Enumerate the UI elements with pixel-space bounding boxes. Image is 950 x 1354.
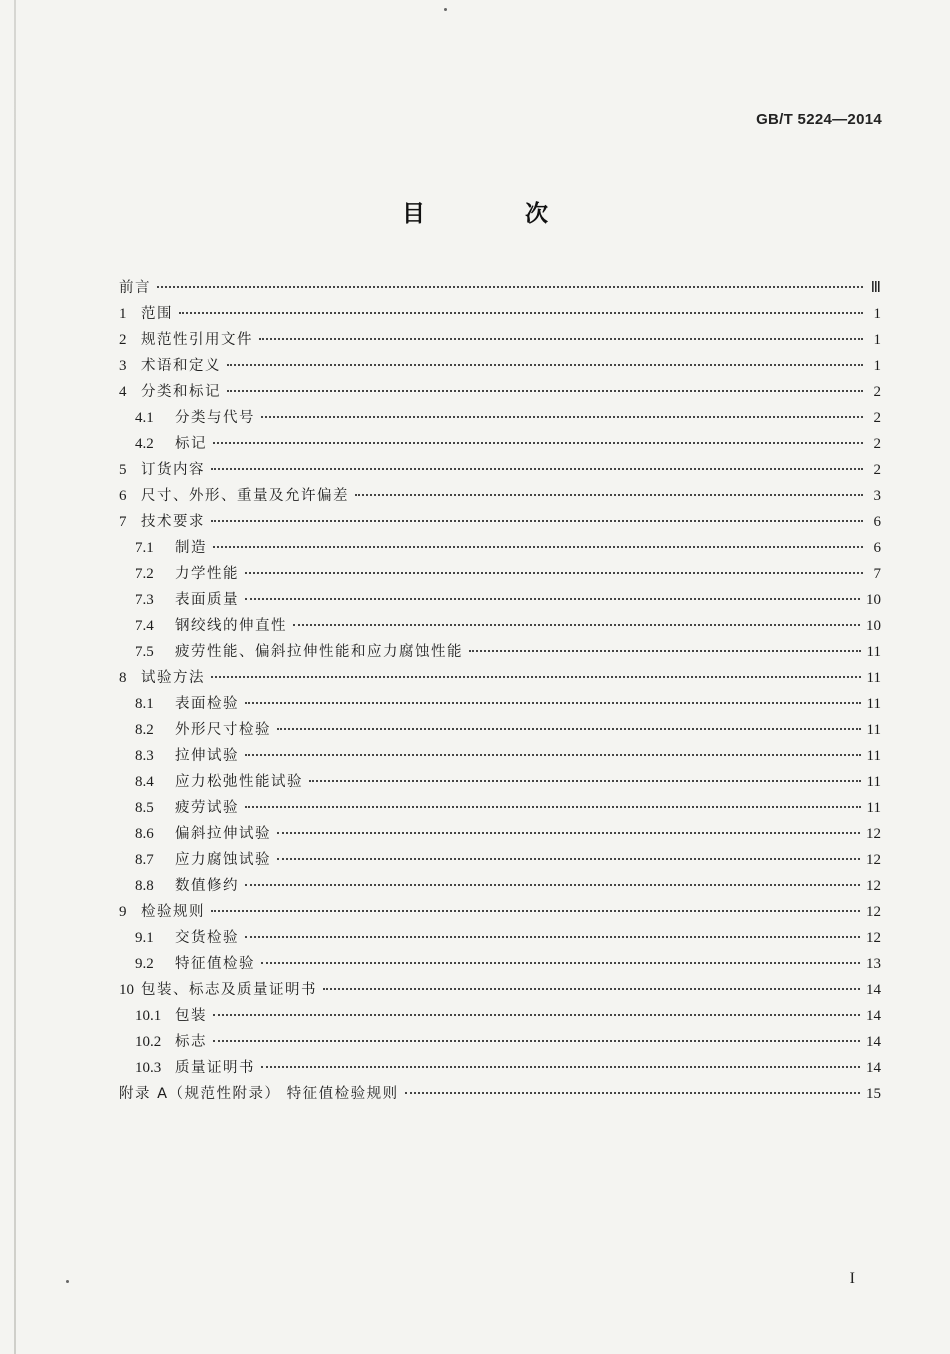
toc-entry-label: 偏斜拉伸试验	[175, 826, 271, 842]
toc-entry-page: 11	[866, 722, 881, 738]
toc-entry-number: 10.1	[135, 1008, 162, 1024]
toc-entry[interactable]	[119, 848, 881, 874]
scan-speck	[66, 1280, 69, 1283]
toc-entry[interactable]	[119, 796, 881, 822]
dot-leader	[211, 468, 863, 470]
dot-leader	[213, 442, 863, 444]
toc-entry[interactable]	[119, 978, 881, 1004]
toc-entry[interactable]	[119, 822, 881, 848]
toc-entry-label: 力学性能	[175, 566, 239, 582]
toc-entry-number: 8.4	[135, 774, 154, 790]
toc-entry-number: 8.6	[135, 826, 154, 842]
toc-entry-label: 拉伸试验	[175, 748, 239, 764]
toc-entry-page: 2	[873, 462, 881, 478]
toc-entry-label: 订货内容	[141, 462, 205, 478]
toc-entry[interactable]	[119, 484, 881, 510]
dot-leader	[245, 884, 860, 886]
toc-entry[interactable]	[119, 588, 881, 614]
toc-entry-label: 规范性引用文件	[141, 332, 253, 348]
toc-entry-label: 表面检验	[175, 696, 239, 712]
toc-entry-label: 质量证明书	[175, 1060, 255, 1076]
toc-entry-page: 6	[873, 540, 881, 556]
toc-entry-label: 标志	[175, 1034, 207, 1050]
dot-leader	[261, 1066, 860, 1068]
toc-entry-label: 表面质量	[175, 592, 239, 608]
toc-entry[interactable]	[119, 1056, 881, 1082]
toc-entry-label: 检验规则	[141, 904, 205, 920]
toc-entry-label: 应力腐蚀试验	[175, 852, 271, 868]
toc-entry-page: 13	[866, 956, 881, 972]
toc-entry-page: 1	[873, 358, 881, 374]
toc-entry-label: 术语和定义	[141, 358, 221, 374]
dot-leader	[211, 910, 860, 912]
toc-entry-page: 1	[873, 332, 881, 348]
toc-entry-number: 3	[119, 358, 127, 374]
toc-entry-page: 11	[866, 774, 881, 790]
toc-entry-number: 7.3	[135, 592, 154, 608]
toc-entry-number: 10.3	[135, 1060, 162, 1076]
toc-entry-page: 7	[873, 566, 881, 582]
toc-entry[interactable]	[119, 900, 881, 926]
toc-entry[interactable]	[119, 1004, 881, 1030]
toc-entry-label: 分类与代号	[175, 410, 255, 426]
dot-leader	[261, 416, 863, 418]
toc-entry-page: 14	[866, 1060, 881, 1076]
toc-entry-label: 特征值检验	[175, 956, 255, 972]
toc-entry[interactable]	[119, 458, 881, 484]
toc-entry-label: 钢绞线的伸直性	[175, 618, 287, 634]
dot-leader	[355, 494, 863, 496]
toc-entry-label: 应力松弛性能试验	[175, 774, 303, 790]
toc-entry-number: 4	[119, 384, 127, 400]
table-of-contents	[119, 276, 881, 1108]
standard-code: GB/T 5224—2014	[756, 111, 882, 128]
dot-leader	[261, 962, 860, 964]
toc-entry-page: Ⅲ	[870, 280, 881, 296]
toc-entry[interactable]	[119, 328, 881, 354]
toc-entry-label: 试验方法	[141, 670, 205, 686]
toc-entry-label: 分类和标记	[141, 384, 221, 400]
toc-entry-page: 11	[866, 748, 881, 764]
toc-entry-page: 11	[866, 644, 881, 660]
toc-entry[interactable]	[119, 432, 881, 458]
toc-entry-label: 外形尺寸检验	[175, 722, 271, 738]
dot-leader	[245, 936, 860, 938]
toc-entry[interactable]	[119, 640, 881, 666]
toc-entry-label: 附录 A（规范性附录） 特征值检验规则	[119, 1086, 399, 1102]
toc-entry-number: 9.2	[135, 956, 154, 972]
toc-entry-number: 8.3	[135, 748, 154, 764]
dot-leader	[309, 780, 861, 782]
toc-entry[interactable]	[119, 952, 881, 978]
scan-speck	[444, 8, 447, 11]
toc-entry-page: 12	[866, 878, 881, 894]
toc-entry-label: 前言	[119, 280, 151, 296]
toc-entry-label: 交货检验	[175, 930, 239, 946]
toc-entry-page: 12	[866, 852, 881, 868]
toc-entry-label: 包装、标志及质量证明书	[141, 982, 317, 998]
toc-entry-label: 疲劳性能、偏斜拉伸性能和应力腐蚀性能	[175, 644, 463, 660]
page-title: 目 次	[401, 201, 594, 227]
toc-entry-label: 技术要求	[141, 514, 205, 530]
toc-entry-label: 范围	[141, 306, 173, 322]
toc-entry-page: 1	[873, 306, 881, 322]
toc-entry-number: 7	[119, 514, 127, 530]
toc-entry[interactable]	[119, 510, 881, 536]
toc-entry[interactable]	[119, 302, 881, 328]
toc-entry[interactable]	[119, 770, 881, 796]
toc-entry-page: 11	[866, 800, 881, 816]
dot-leader	[245, 806, 861, 808]
dot-leader	[211, 676, 861, 678]
toc-entry-page: 15	[866, 1086, 881, 1102]
toc-entry-label: 标记	[175, 436, 207, 452]
toc-entry-number: 7.4	[135, 618, 154, 634]
toc-entry-number: 8.5	[135, 800, 154, 816]
dot-leader	[469, 650, 861, 652]
toc-entry-label: 制造	[175, 540, 207, 556]
toc-entry-page: 14	[866, 1034, 881, 1050]
toc-entry-page: 2	[873, 436, 881, 452]
page-number: I	[849, 1270, 855, 1287]
toc-entry-number: 7.1	[135, 540, 154, 556]
dot-leader	[277, 858, 860, 860]
toc-entry-number: 4.2	[135, 436, 154, 452]
toc-entry-page: 10	[866, 592, 881, 608]
dot-leader	[245, 754, 861, 756]
toc-entry-page: 3	[873, 488, 881, 504]
toc-entry[interactable]	[119, 692, 881, 718]
toc-entry-page: 2	[873, 384, 881, 400]
toc-entry-page: 12	[866, 930, 881, 946]
dot-leader	[245, 702, 861, 704]
dot-leader	[277, 832, 860, 834]
toc-entry-number: 7.5	[135, 644, 154, 660]
toc-entry[interactable]	[119, 354, 881, 380]
toc-entry-number: 6	[119, 488, 127, 504]
toc-entry[interactable]	[119, 1082, 881, 1108]
dot-leader	[277, 728, 861, 730]
toc-entry-page: 12	[866, 904, 881, 920]
toc-entry-number: 10	[119, 982, 134, 998]
toc-entry[interactable]	[119, 380, 881, 406]
dot-leader	[259, 338, 863, 340]
toc-entry-page: 14	[866, 1008, 881, 1024]
dot-leader	[213, 546, 863, 548]
toc-entry-number: 8.2	[135, 722, 154, 738]
toc-entry-label: 尺寸、外形、重量及允许偏差	[141, 488, 349, 504]
toc-entry[interactable]	[119, 718, 881, 744]
toc-entry[interactable]	[119, 536, 881, 562]
toc-entry[interactable]	[119, 666, 881, 692]
dot-leader	[293, 624, 860, 626]
toc-entry-number: 2	[119, 332, 127, 348]
dot-leader	[213, 1014, 860, 1016]
dot-leader	[227, 364, 863, 366]
toc-entry-number: 9	[119, 904, 127, 920]
toc-entry[interactable]	[119, 874, 881, 900]
toc-entry[interactable]	[119, 926, 881, 952]
toc-entry-label: 疲劳试验	[175, 800, 239, 816]
toc-entry[interactable]	[119, 614, 881, 640]
dot-leader	[323, 988, 860, 990]
toc-entry-page: 2	[873, 410, 881, 426]
toc-entry-number: 8.7	[135, 852, 154, 868]
dot-leader	[213, 1040, 860, 1042]
toc-entry-page: 6	[873, 514, 881, 530]
toc-entry-number: 4.1	[135, 410, 154, 426]
toc-entry[interactable]	[119, 1030, 881, 1056]
toc-entry[interactable]	[119, 744, 881, 770]
toc-entry-page: 11	[866, 670, 881, 686]
dot-leader	[227, 390, 863, 392]
toc-entry-number: 8.1	[135, 696, 154, 712]
toc-entry-page: 10	[866, 618, 881, 634]
dot-leader	[157, 286, 863, 288]
toc-entry-number: 8	[119, 670, 127, 686]
toc-entry-number: 5	[119, 462, 127, 478]
toc-entry-label: 数值修约	[175, 878, 239, 894]
toc-entry-number: 1	[119, 306, 127, 322]
toc-entry-number: 8.8	[135, 878, 154, 894]
toc-entry[interactable]	[119, 276, 881, 302]
dot-leader	[179, 312, 863, 314]
dot-leader	[245, 598, 860, 600]
toc-entry-page: 14	[866, 982, 881, 998]
toc-entry-label: 包装	[175, 1008, 207, 1024]
dot-leader	[245, 572, 863, 574]
toc-entry-number: 7.2	[135, 566, 154, 582]
dot-leader	[211, 520, 863, 522]
toc-entry-page: 11	[866, 696, 881, 712]
toc-entry[interactable]	[119, 406, 881, 432]
toc-entry-page: 12	[866, 826, 881, 842]
toc-entry-number: 10.2	[135, 1034, 162, 1050]
dot-leader	[405, 1092, 860, 1094]
toc-entry-number: 9.1	[135, 930, 154, 946]
toc-entry[interactable]	[119, 562, 881, 588]
